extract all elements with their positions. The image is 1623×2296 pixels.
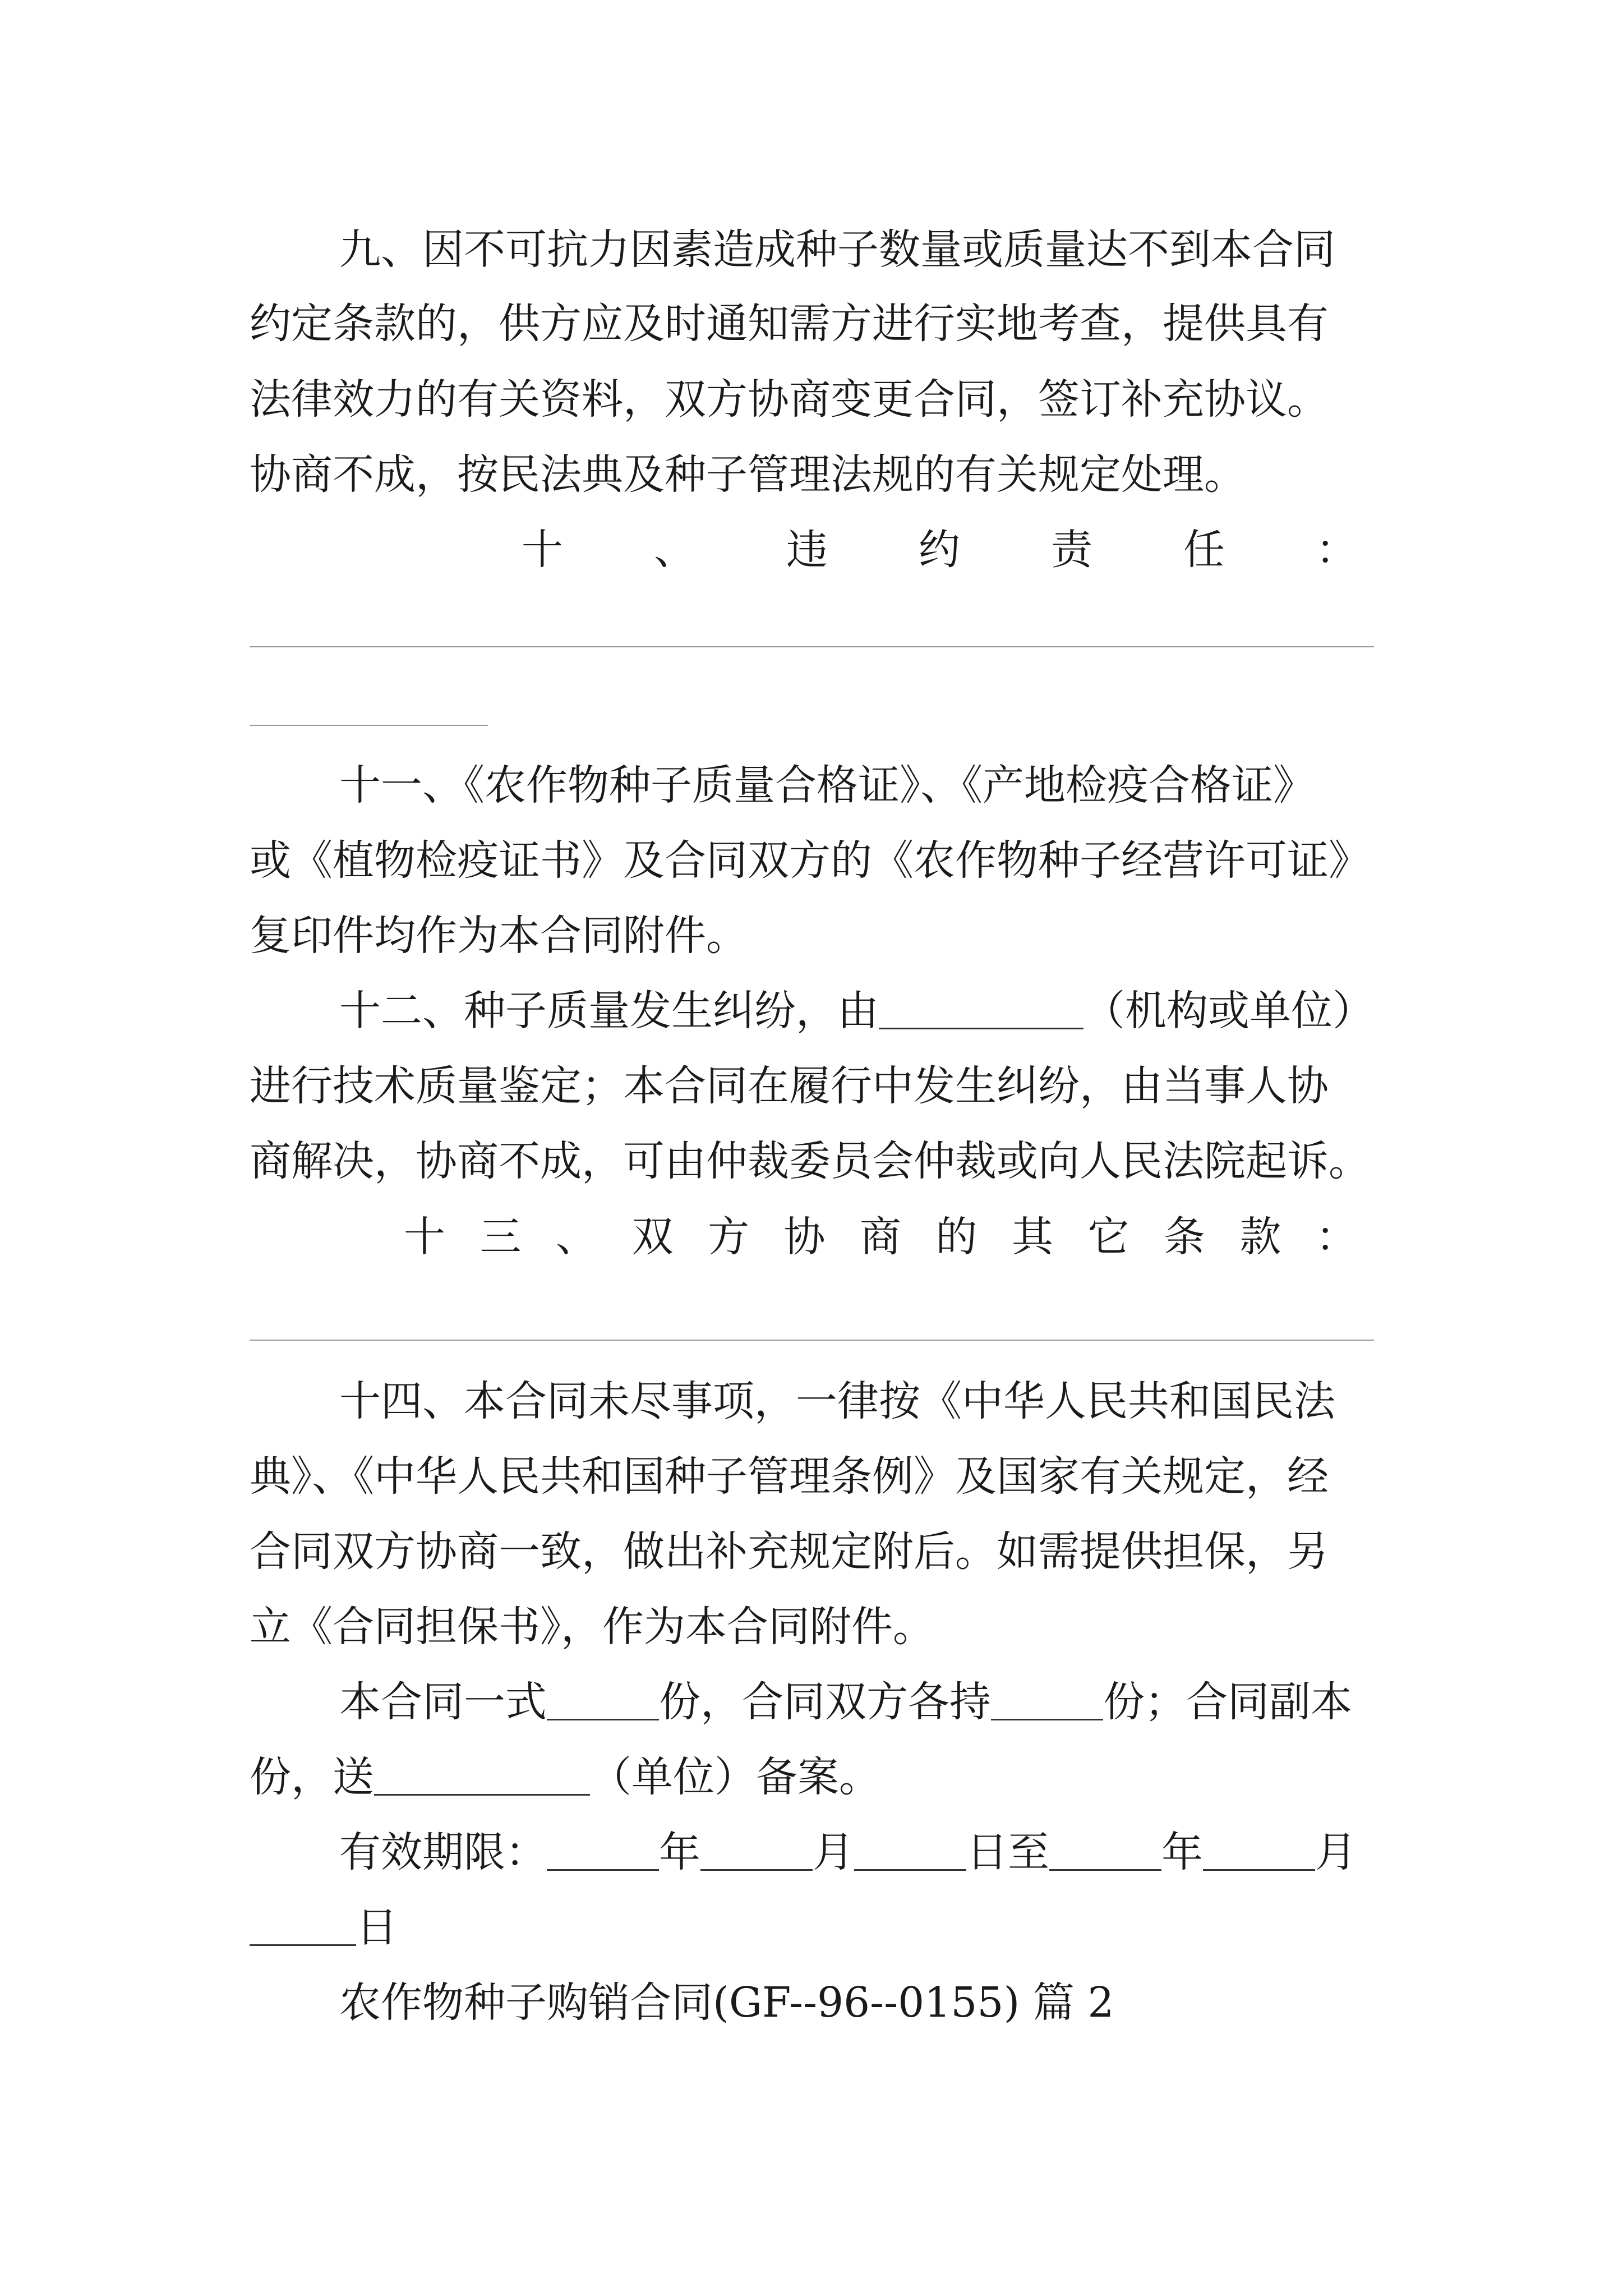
- validity-unit: 年: [1161, 1828, 1203, 1876]
- blank-field: [879, 986, 1083, 1029]
- clause-9-line-4: 协商不成，按民法典及种子管理法规的有关规定处理。: [250, 450, 1246, 499]
- clause-14-line-3: 合同双方协商一致，做出补充规定附后。如需提供担保，另: [250, 1527, 1329, 1576]
- clause-13-char: 条: [1164, 1213, 1205, 1261]
- clause-12-text: （机构或单位）: [1083, 987, 1374, 1035]
- clause-10-char: ：: [1316, 526, 1357, 574]
- clause-11-line-2: 或《植物检疫证书》及合同双方的《农作物种子经营许可证》: [250, 836, 1370, 885]
- validity-label: 有效期限：: [339, 1828, 547, 1876]
- clause-13-char: 方: [708, 1213, 749, 1261]
- clause-13-char: 双: [631, 1213, 674, 1261]
- copies-text: 本合同一式: [339, 1678, 547, 1726]
- clause-10-char: 违: [786, 526, 828, 574]
- blank-field: [700, 1828, 813, 1871]
- clause-11-line-3: 复印件均作为本合同附件。: [250, 912, 748, 960]
- clause-10-char: 任: [1183, 526, 1225, 574]
- copies-text: 份；合同副本: [1103, 1678, 1352, 1726]
- clause-13-char: 它: [1087, 1213, 1129, 1261]
- clause-14-line-1: 十四、本合同未尽事项，一律按《中华人民共和国民法: [339, 1377, 1335, 1425]
- clause-9-line-3: 法律效力的有关资料，双方协商变更合同，签订补充协议。: [250, 375, 1329, 424]
- copies-line-1: [339, 1674, 1374, 1730]
- blank-field: [1049, 1828, 1161, 1871]
- clause-12-text: 十二、种子质量发生纠纷，由: [339, 987, 879, 1035]
- clause-10-char: 、: [654, 526, 695, 574]
- clause-10-char: 约: [919, 526, 960, 574]
- copies-text: 份，送: [250, 1753, 374, 1801]
- fill-in-rule: [250, 1340, 1374, 1341]
- validity-unit: 月: [813, 1828, 854, 1876]
- validity-unit: 日: [356, 1903, 398, 1952]
- blank-field: [374, 1752, 590, 1796]
- clause-13-char: 其: [1012, 1213, 1053, 1261]
- validity-unit: 月: [1315, 1828, 1357, 1876]
- fill-in-rule: [250, 725, 488, 726]
- blank-field: [547, 1828, 659, 1871]
- next-section-title: 农作物种子购销合同(GF--96--0155) 篇 2: [339, 1978, 1114, 2027]
- clause-13-char: 、: [556, 1213, 597, 1261]
- fill-in-rule: [250, 646, 1374, 647]
- clause-10-heading: [522, 522, 1357, 578]
- clause-13-char: 十: [404, 1213, 445, 1261]
- clause-12-line-1: [339, 983, 1374, 1039]
- clause-9-line-1: 九、因不可抗力因素造成种子数量或质量达不到本合同: [339, 226, 1335, 274]
- copies-text: （单位）备案。: [590, 1753, 880, 1801]
- validity-line-2: [250, 1899, 1374, 1955]
- clause-13-char: ：: [1316, 1213, 1357, 1261]
- clause-14-line-2: 典》、《中华人民共和国种子管理条例》及国家有关规定，经: [250, 1452, 1329, 1501]
- validity-unit: 日至: [966, 1828, 1049, 1876]
- blank-field: [1203, 1828, 1315, 1871]
- clause-13-heading: [404, 1209, 1357, 1265]
- clause-9-line-2: 约定条款的，供方应及时通知需方进行实地考查，提供具有: [250, 300, 1329, 348]
- copies-text: 份，合同双方各持: [659, 1678, 991, 1726]
- clause-13-char: 款: [1239, 1213, 1281, 1261]
- clause-13-char: 商: [860, 1213, 901, 1261]
- blank-field: [854, 1828, 966, 1871]
- blank-field: [250, 1903, 356, 1946]
- clause-13-char: 的: [935, 1213, 978, 1261]
- copies-line-2: [250, 1749, 1374, 1805]
- clause-14-line-4: 立《合同担保书》，作为本合同附件。: [250, 1603, 934, 1651]
- clause-10-char: 十: [522, 526, 563, 574]
- clause-12-line-3: 商解决，协商不成，可由仲裁委员会仲裁或向人民法院起诉。: [250, 1137, 1370, 1185]
- clause-11-line-1: 十一、《农作物种子质量合格证》、《产地检疫合格证》: [339, 761, 1315, 809]
- validity-unit: 年: [659, 1828, 700, 1876]
- blank-field: [991, 1677, 1103, 1720]
- blank-field: [547, 1677, 659, 1720]
- validity-line-1: [339, 1824, 1374, 1880]
- clause-13-char: 三: [479, 1213, 522, 1261]
- clause-12-line-2: 进行技术质量鉴定；本合同在履行中发生纠纷，由当事人协: [250, 1062, 1329, 1110]
- clause-13-char: 协: [783, 1213, 826, 1261]
- clause-10-char: 责: [1051, 526, 1092, 574]
